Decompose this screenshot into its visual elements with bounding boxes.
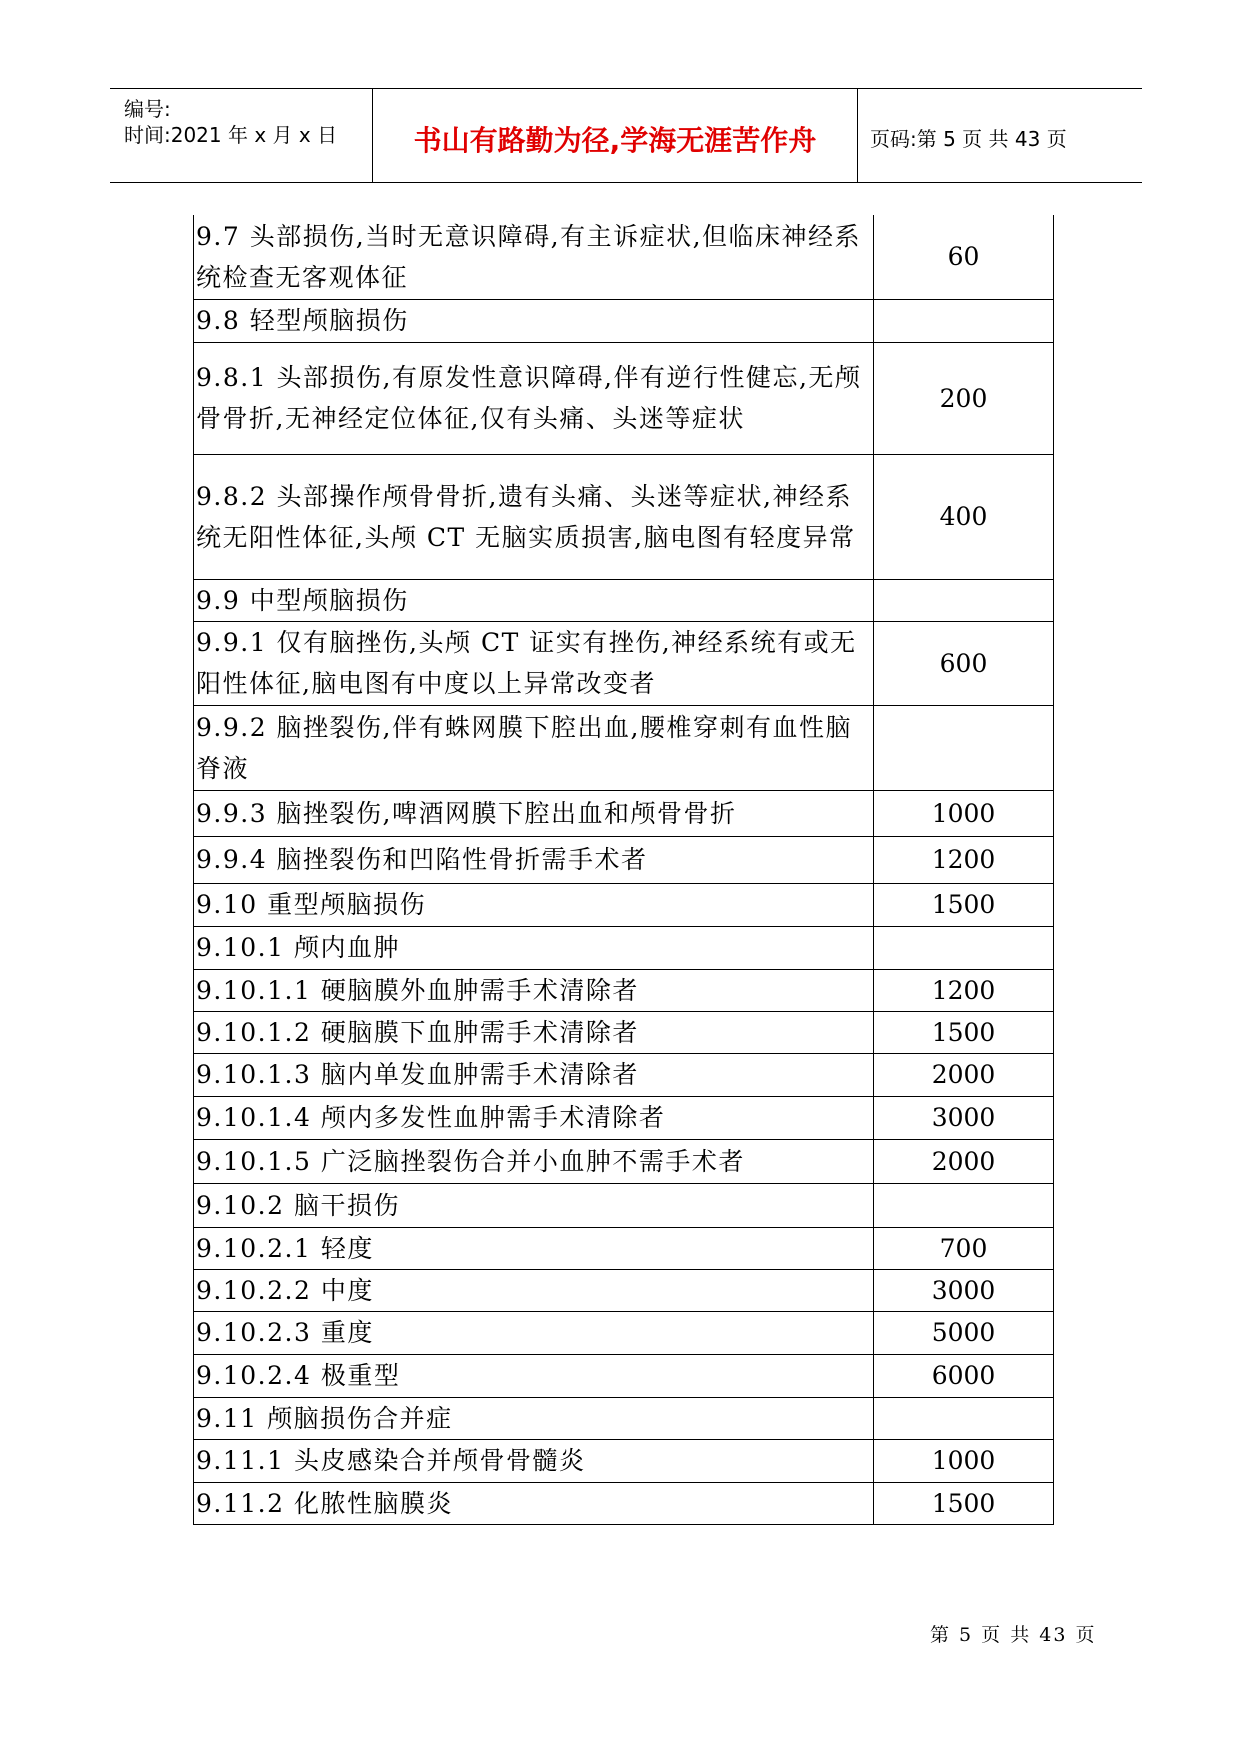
item-amount: 3000	[874, 1096, 1054, 1139]
table-row	[194, 1439, 1054, 1482]
item-description: 9.10.1.5 广泛脑挫裂伤合并小血肿不需手术者	[194, 1139, 874, 1183]
item-description: 9.9 中型颅脑损伤	[194, 579, 874, 621]
table-row	[194, 1011, 1054, 1053]
table-row	[194, 705, 1054, 790]
item-amount	[874, 1397, 1054, 1439]
item-description: 9.9.4 脑挫裂伤和凹陷性骨折需手术者	[194, 836, 874, 883]
table-row	[194, 1227, 1054, 1269]
item-amount: 1200	[874, 969, 1054, 1011]
item-description: 9.10.2.1 轻度	[194, 1227, 874, 1269]
table-row	[194, 883, 1054, 926]
item-description: 9.8.2 头部操作颅骨骨折,遗有头痛、头迷等症状,神经系统无阳性体征,头颅 CT 无脑实质损害,脑电图有轻度异常	[194, 454, 874, 579]
table-row	[194, 299, 1054, 342]
item-amount: 1500	[874, 1011, 1054, 1053]
item-description: 9.10.2.3 重度	[194, 1311, 874, 1354]
item-description: 9.9.3 脑挫裂伤,啤酒网膜下腔出血和颅骨骨折	[194, 790, 874, 836]
table-row	[194, 1311, 1054, 1354]
table-row	[194, 926, 1054, 969]
header-motto-cell	[373, 89, 858, 182]
item-description: 9.10 重型颅脑损伤	[194, 883, 874, 926]
item-amount: 1000	[874, 1439, 1054, 1482]
item-amount: 1500	[874, 883, 1054, 926]
header-motto: 书山有路勤为径,学海无涯苦作舟	[413, 124, 817, 157]
table-row	[194, 1096, 1054, 1139]
table-row	[194, 215, 1054, 299]
item-amount: 400	[874, 454, 1054, 579]
item-description: 9.10.1.3 脑内单发血肿需手术清除者	[194, 1053, 874, 1096]
item-description: 9.11.1 头皮感染合并颅骨骨髓炎	[194, 1439, 874, 1482]
item-amount: 1200	[874, 836, 1054, 883]
item-amount: 2000	[874, 1053, 1054, 1096]
item-amount: 5000	[874, 1311, 1054, 1354]
header-page-cell	[858, 89, 1142, 182]
item-amount: 1000	[874, 790, 1054, 836]
item-description: 9.8.1 头部损伤,有原发性意识障碍,伴有逆行性健忘,无颅骨骨折,无神经定位体征,仅有头痛、头迷等症状	[194, 342, 874, 454]
table-row	[194, 1183, 1054, 1227]
item-amount	[874, 705, 1054, 790]
item-description: 9.9.2 脑挫裂伤,伴有蛛网膜下腔出血,腰椎穿刺有血性脑脊液	[194, 705, 874, 790]
item-amount: 1500	[874, 1482, 1054, 1524]
item-description: 9.8 轻型颅脑损伤	[194, 299, 874, 342]
table-row	[194, 836, 1054, 883]
document-number-label: 编号:	[124, 97, 171, 121]
table-row	[194, 1354, 1054, 1397]
table-row	[194, 621, 1054, 705]
table-row	[194, 790, 1054, 836]
item-amount: 600	[874, 621, 1054, 705]
item-description: 9.9.1 仅有脑挫伤,头颅 CT 证实有挫伤,神经系统有或无阳性体征,脑电图有中度以上异常改变者	[194, 621, 874, 705]
item-description: 9.11 颅脑损伤合并症	[194, 1397, 874, 1439]
item-amount	[874, 1183, 1054, 1227]
page-header	[110, 88, 1142, 183]
item-description: 9.11.2 化脓性脑膜炎	[194, 1482, 874, 1524]
item-description: 9.10.1 颅内血肿	[194, 926, 874, 969]
page-footer: 第 5 页 共 43 页	[930, 1624, 1097, 1646]
item-description: 9.10.2.4 极重型	[194, 1354, 874, 1397]
item-amount	[874, 579, 1054, 621]
item-amount	[874, 926, 1054, 969]
header-page-code: 页码:第 5 页 共 43 页	[870, 127, 1067, 151]
item-amount: 200	[874, 342, 1054, 454]
table-row	[194, 969, 1054, 1011]
item-description: 9.7 头部损伤,当时无意识障碍,有主诉症状,但临床神经系统检查无客观体征	[194, 215, 874, 299]
table-row	[194, 1139, 1054, 1183]
table-row	[194, 1269, 1054, 1311]
item-amount: 6000	[874, 1354, 1054, 1397]
table-row	[194, 1397, 1054, 1439]
item-description: 9.10.2 脑干损伤	[194, 1183, 874, 1227]
table-row	[194, 1053, 1054, 1096]
header-meta-cell	[110, 89, 373, 182]
item-description: 9.10.2.2 中度	[194, 1269, 874, 1311]
document-date: 时间:2021 年 x 月 x 日	[124, 123, 338, 147]
item-amount: 60	[874, 215, 1054, 299]
item-amount: 700	[874, 1227, 1054, 1269]
table-row	[194, 1482, 1054, 1524]
item-amount: 2000	[874, 1139, 1054, 1183]
table-row	[194, 342, 1054, 454]
item-amount	[874, 299, 1054, 342]
item-description: 9.10.1.4 颅内多发性血肿需手术清除者	[194, 1096, 874, 1139]
compensation-table	[193, 215, 1054, 1525]
item-description: 9.10.1.1 硬脑膜外血肿需手术清除者	[194, 969, 874, 1011]
item-description: 9.10.1.2 硬脑膜下血肿需手术清除者	[194, 1011, 874, 1053]
table-row	[194, 454, 1054, 579]
table-row	[194, 579, 1054, 621]
item-amount: 3000	[874, 1269, 1054, 1311]
